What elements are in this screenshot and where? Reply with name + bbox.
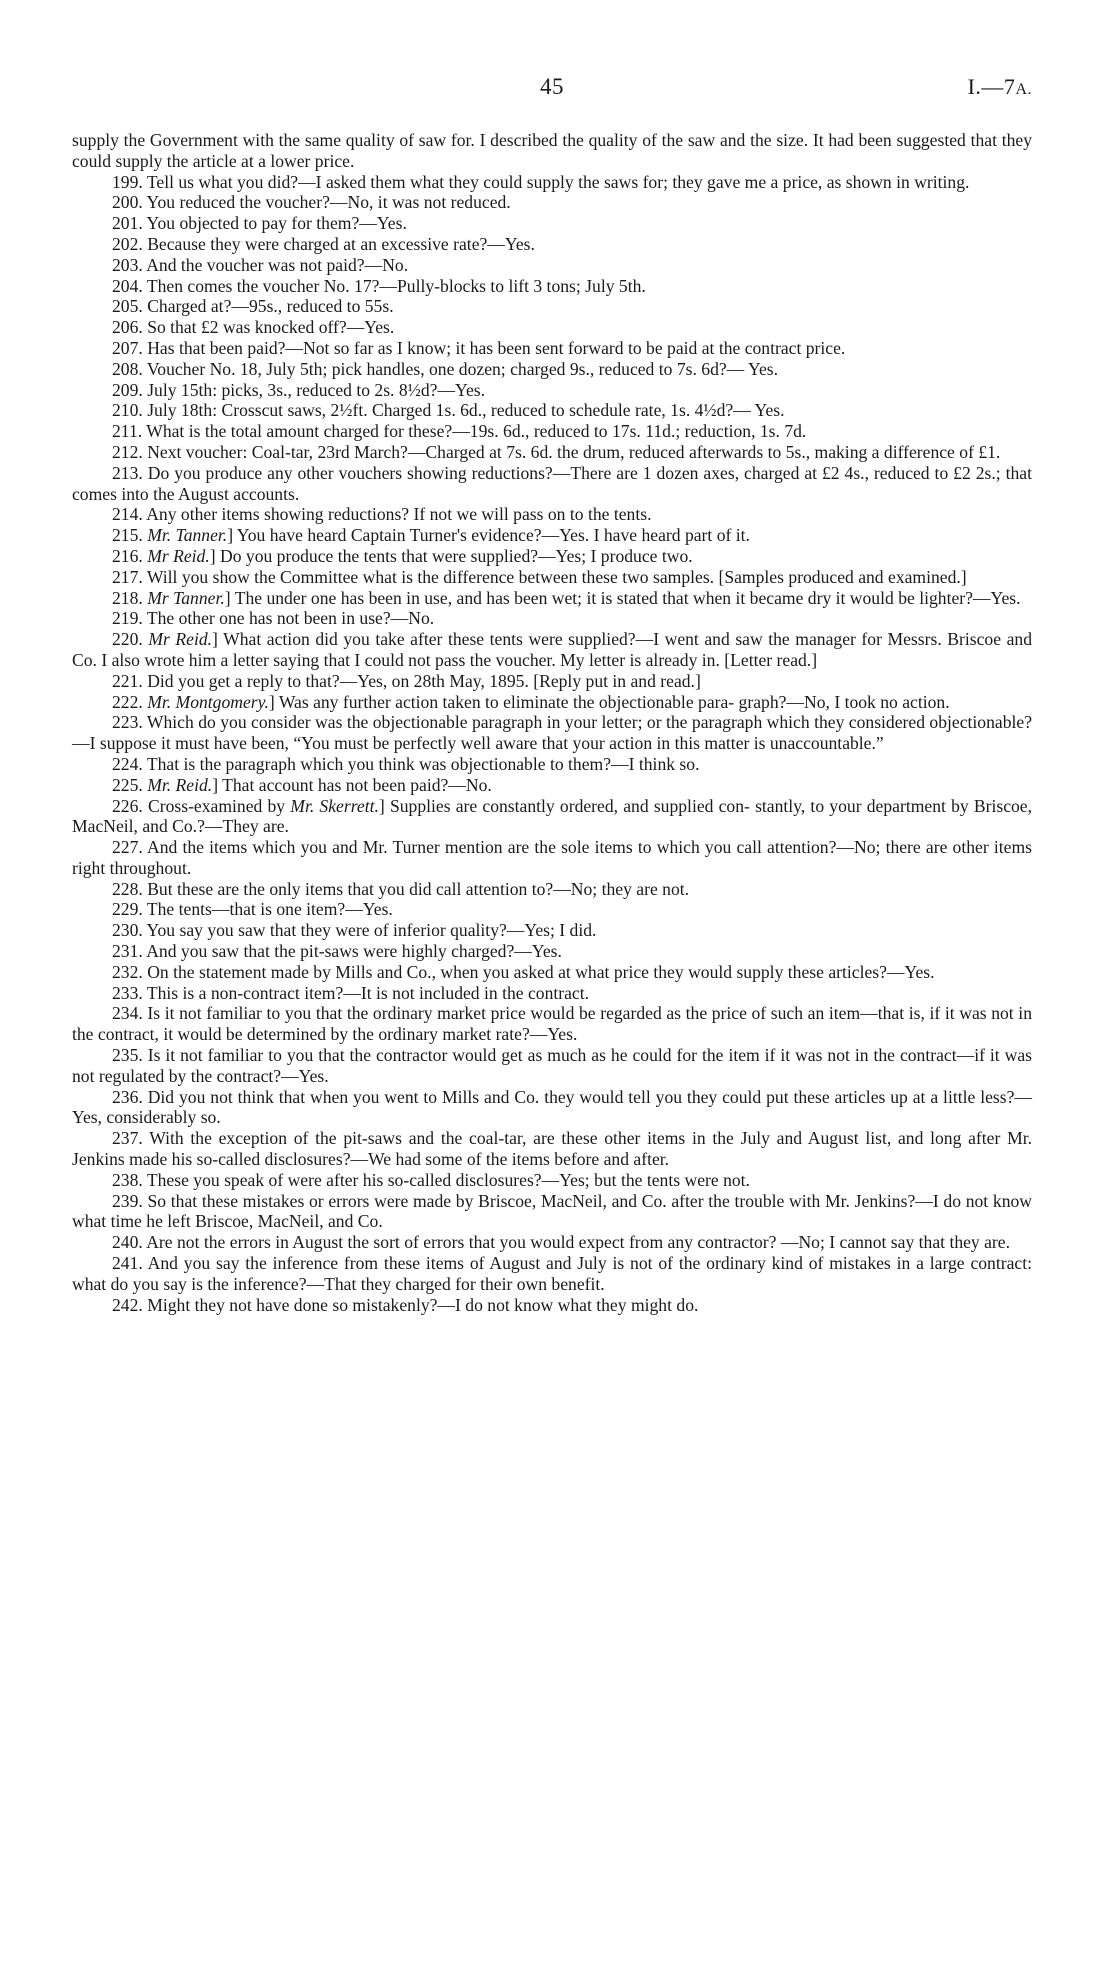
speaker-name: Mr Tanner. [147, 587, 225, 608]
evidence-question-paragraph [72, 525, 1032, 546]
paragraph-text: 224. That is the paragraph which you think was objectionable to them?—I think so. [112, 753, 700, 774]
evidence-question-paragraph [72, 879, 1032, 900]
page-header [72, 74, 1032, 104]
evidence-question-paragraph [72, 1170, 1032, 1191]
document-reference-main: I.—7 [967, 74, 1016, 99]
evidence-question-paragraph [72, 1253, 1032, 1295]
minutes-of-evidence-text [72, 130, 1032, 1315]
evidence-question-paragraph [72, 1003, 1032, 1045]
paragraph-text: ] The under one has been in use, and has been wet; it is stated that when it became dry it would be lighter?—Yes. [224, 587, 1021, 608]
evidence-question-paragraph [72, 463, 1032, 505]
paragraph-text: 236. Did you not think that when you went to Mills and Co. they would tell you they could put these articles up at a little less?—Yes, considerably so. [72, 1086, 1032, 1128]
paragraph-text: 208. Voucher No. 18, July 5th; pick handles, one dozen; charged 9s., reduced to 7s. 6d?— Yes. [112, 358, 779, 379]
paragraph-text: supply the Government with the same quality of saw for. I described the quality of the saw and the size. It had been suggested that they could supply the article at a lower price. [72, 130, 1032, 171]
paragraph-text: 212. Next voucher: Coal-tar, 23rd March?—Charged at 7s. 6d. the drum, reduced afterwards to 5s., making a difference of £1. [112, 441, 1001, 462]
paragraph-text: 205. Charged at?—95s., reduced to 55s. [112, 296, 394, 317]
evidence-question-paragraph [72, 296, 1032, 317]
paragraph-text: 240. Are not the errors in August the sort of errors that you would expect from any contractor? —No; I cannot say that they are. [112, 1232, 1011, 1253]
evidence-question-paragraph [72, 671, 1032, 692]
paragraph-text: 237. With the exception of the pit-saws and the coal-tar, are these other items in the July and August list, and long after Mr. Jenkins made his so-called disclosures?—We had some of the items before and after. [72, 1128, 1032, 1170]
evidence-question-paragraph [72, 941, 1032, 962]
speaker-name: Mr. Montgomery. [147, 691, 269, 712]
paragraph-text: 199. Tell us what you did?—I asked them what they could supply the saws for; they gave me a price, as shown in writing. [112, 171, 970, 192]
evidence-question-paragraph [72, 546, 1032, 567]
evidence-question-paragraph [72, 754, 1032, 775]
evidence-question-paragraph [72, 255, 1032, 276]
paragraph-text: 215. [112, 525, 148, 546]
evidence-question-paragraph [72, 629, 1032, 671]
paragraph-text: 225. [112, 774, 148, 795]
paragraph-text: 227. And the items which you and Mr. Turner mention are the sole items to which you call attention?—No; there are other items right throughout. [72, 837, 1032, 878]
paragraph-text: ] Was any further action taken to eliminate the objectionable para- graph?—No, I took no action. [268, 691, 950, 712]
evidence-question-paragraph [72, 359, 1032, 380]
paragraph-text: 235. Is it not familiar to you that the contractor would get as much as he could for the item if it was not in the contract—if it was not regulated by the contract?—Yes. [72, 1045, 1032, 1086]
paragraph-text: 213. Do you produce any other vouchers showing reductions?—There are 1 dozen axes, charged at £2 4s., reduced to £2 2s.; that comes into the August accounts. [72, 462, 1032, 504]
page-number: 45 [540, 74, 564, 99]
paragraph-text: ] Supplies are constantly ordered, and supplied con- stantly, to your department by Briscoe, MacNeil, and Co.?—They are. [72, 795, 1033, 837]
paragraph-text: 200. You reduced the voucher?—No, it was not reduced. [112, 192, 511, 213]
speaker-name: Mr. Skerrett. [290, 795, 379, 816]
evidence-question-paragraph [72, 1295, 1032, 1316]
evidence-question-paragraph [72, 421, 1032, 442]
paragraph-text: ] You have heard Captain Turner's evidence?—Yes. I have heard part of it. [227, 525, 750, 546]
paragraph-text: 219. The other one has not been in use?—No. [112, 608, 435, 629]
paragraph-text: 207. Has that been paid?—Not so far as I know; it has been sent forward to be paid at the contract price. [112, 337, 846, 358]
evidence-question-paragraph [72, 920, 1032, 941]
evidence-question-paragraph [72, 1191, 1032, 1233]
evidence-question-paragraph [72, 608, 1032, 629]
paragraph-text: 211. What is the total amount charged for these?—19s. 6d., reduced to 17s. 11d.; reduction, 1s. 7d. [112, 421, 807, 442]
evidence-question-paragraph [72, 899, 1032, 920]
evidence-question-paragraph [72, 1128, 1032, 1170]
evidence-question-paragraph [72, 837, 1032, 879]
evidence-question-paragraph [72, 442, 1032, 463]
paragraph-text: 233. This is a non-contract item?—It is not included in the contract. [112, 982, 590, 1003]
paragraph-text: 231. And you saw that the pit-saws were highly charged?—Yes. [112, 941, 562, 962]
paragraph-text: 223. Which do you consider was the objectionable paragraph in your letter; or the paragraph which they considered objectionable?—I suppose it must have been, “You must be perfectly well aware that your action in this matter is unaccountable.” [72, 712, 1032, 754]
evidence-question-paragraph [72, 338, 1032, 359]
paragraph-text: 239. So that these mistakes or errors were made by Briscoe, MacNeil, and Co. after the trouble with Mr. Jenkins?—I do not know what time he left Briscoe, MacNeil, and Co. [72, 1190, 1032, 1232]
continuation-paragraph [72, 130, 1032, 172]
evidence-question-paragraph [72, 962, 1032, 983]
paragraph-text: 232. On the statement made by Mills and Co., when you asked at what price they would supply these articles?—Yes. [112, 961, 935, 982]
paragraph-text: 221. Did you get a reply to that?—Yes, on 28th May, 1895. [Reply put in and read.] [112, 670, 701, 691]
document-reference [968, 74, 1032, 100]
speaker-name: Mr Reid. [148, 629, 213, 650]
paragraph-text: 210. July 18th: Crosscut saws, 2½ft. Charged 1s. 6d., reduced to schedule rate, 1s. 4½d?— Yes. [112, 400, 785, 421]
paragraph-text: 203. And the voucher was not paid?—No. [112, 254, 409, 275]
evidence-question-paragraph [72, 276, 1032, 297]
evidence-question-paragraph [72, 234, 1032, 255]
paragraph-text: 201. You objected to pay for them?—Yes. [112, 213, 407, 234]
paragraph-text: 241. And you say the inference from these items of August and July is not of the ordinary kind of mistakes in a large contract: what do you say is the inference?—That they charged for their own benefit. [72, 1253, 1032, 1294]
paragraph-text: ] What action did you take after these tents were supplied?—I went and saw the manager for Messrs. Briscoe and Co. I also wrote him a letter saying that I could not pass the voucher. My letter is already in. [Letter read.] [72, 629, 1032, 670]
paragraph-text: 222. [112, 691, 148, 712]
paragraph-text: ] Do you produce the tents that were supplied?—Yes; I produce two. [209, 545, 693, 566]
evidence-question-paragraph [72, 213, 1032, 234]
paragraph-text: 204. Then comes the voucher No. 17?—Pully-blocks to lift 3 tons; July 5th. [112, 275, 646, 296]
evidence-question-paragraph [72, 192, 1032, 213]
evidence-question-paragraph [72, 775, 1032, 796]
paragraph-text: 218. [112, 587, 148, 608]
paragraph-text: 209. July 15th: picks, 3s., reduced to 2s. 8½d?—Yes. [112, 379, 486, 400]
evidence-question-paragraph [72, 567, 1032, 588]
evidence-question-paragraph [72, 588, 1032, 609]
paragraph-text: 217. Will you show the Committee what is the difference between these two samples. [Samples produced and examined.] [112, 566, 967, 587]
evidence-question-paragraph [72, 1045, 1032, 1087]
evidence-question-paragraph [72, 317, 1032, 338]
evidence-question-paragraph [72, 712, 1032, 754]
paragraph-text: 220. [112, 629, 149, 650]
paragraph-text: 206. So that £2 was knocked off?—Yes. [112, 317, 395, 338]
evidence-question-paragraph [72, 1232, 1032, 1253]
document-reference-suffix: A. [1015, 81, 1032, 98]
paragraph-text: 214. Any other items showing reductions? If not we will pass on to the tents. [112, 504, 652, 525]
paragraph-text: 229. The tents—that is one item?—Yes. [112, 899, 393, 920]
paragraph-text: 238. These you speak of were after his so-called disclosures?—Yes; but the tents were not. [112, 1169, 750, 1190]
paragraph-text: 228. But these are the only items that you did call attention to?—No; they are not. [112, 878, 690, 899]
evidence-question-paragraph [72, 380, 1032, 401]
paragraph-text: 230. You say you saw that they were of inferior quality?—Yes; I did. [112, 920, 597, 941]
speaker-name: Mr. Reid. [147, 774, 213, 795]
evidence-question-paragraph [72, 400, 1032, 421]
paragraph-text: 242. Might they not have done so mistakenly?—I do not know what they might do. [112, 1294, 699, 1315]
speaker-name: Mr Reid. [147, 545, 210, 566]
evidence-question-paragraph [72, 1087, 1032, 1129]
evidence-question-paragraph [72, 692, 1032, 713]
evidence-question-paragraph [72, 504, 1032, 525]
speaker-name: Mr. Tanner. [147, 525, 228, 546]
paragraph-text: ] That account has not been paid?—No. [212, 774, 492, 795]
evidence-question-paragraph [72, 172, 1032, 193]
paragraph-text: 226. Cross-examined by [112, 795, 291, 816]
paragraph-text: 234. Is it not familiar to you that the ordinary market price would be regarded as the price of such an item—that is, if it was not in the contract, it would be determined by the ordinary market rate?—Yes. [72, 1003, 1032, 1045]
evidence-question-paragraph [72, 796, 1032, 838]
paragraph-text: 216. [112, 545, 148, 566]
paragraph-text: 202. Because they were charged at an excessive rate?—Yes. [112, 233, 535, 254]
evidence-question-paragraph [72, 983, 1032, 1004]
